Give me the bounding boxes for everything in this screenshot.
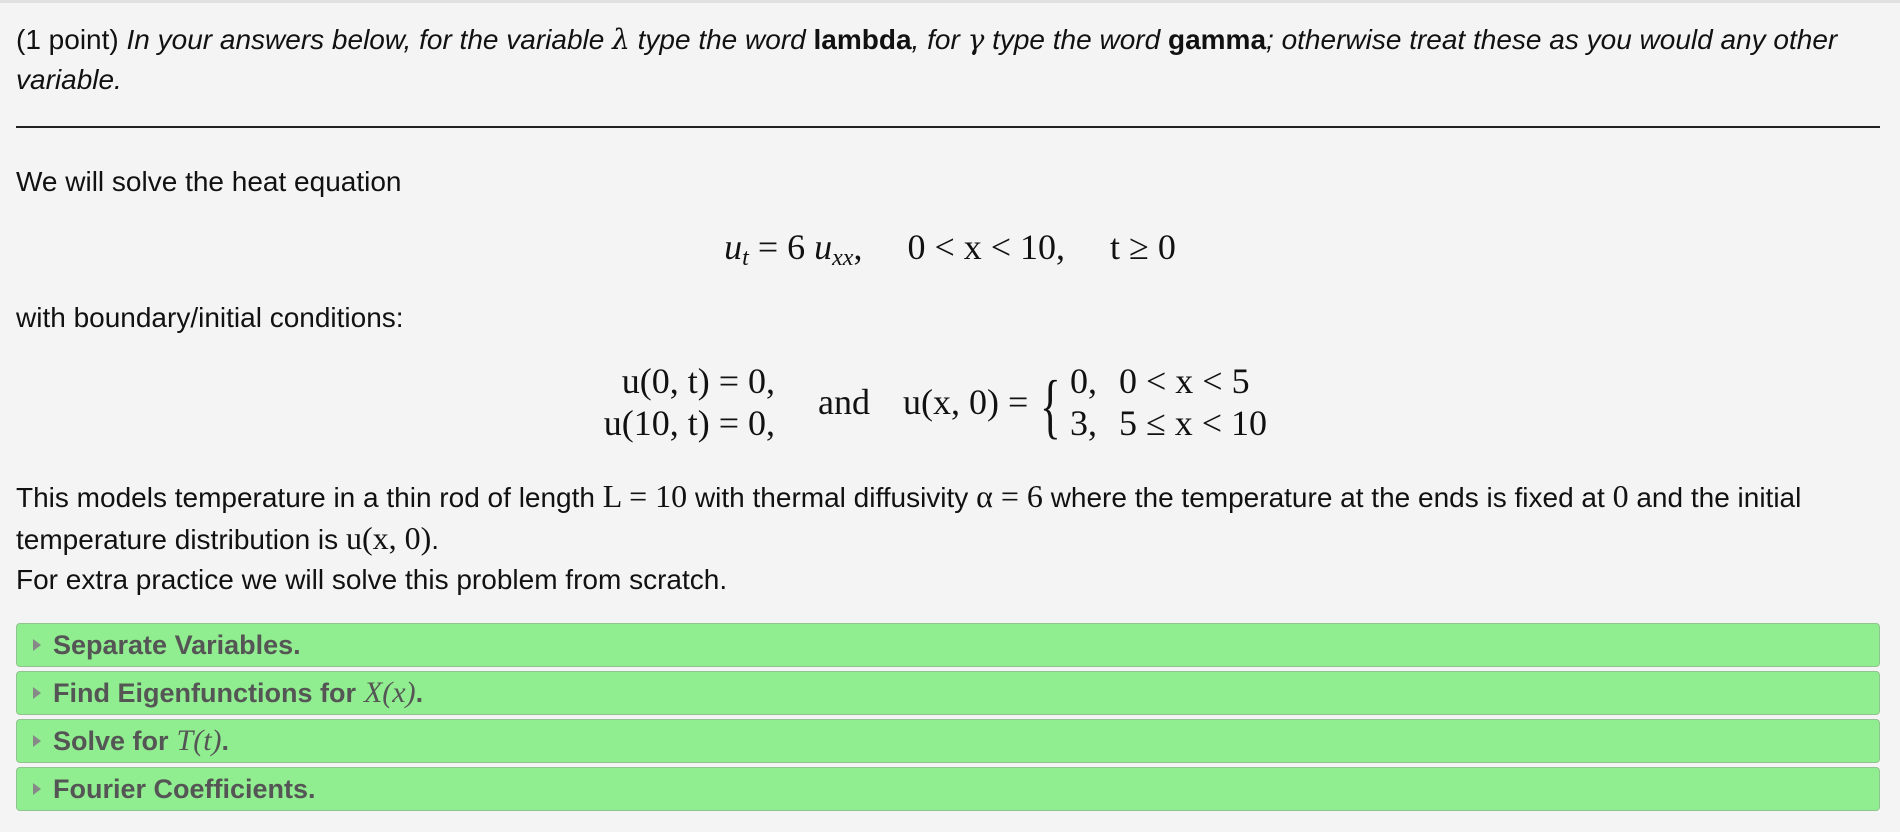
collapsible-sections <box>16 623 1880 815</box>
section-label: Find Eigenfunctions for <box>53 677 356 708</box>
instruction-text-4: type the word <box>992 24 1161 55</box>
u-initial-expression: u(x, 0) <box>345 520 432 556</box>
lambda-symbol: λ <box>612 23 630 56</box>
piecewise-cases <box>1070 360 1289 444</box>
desc-text-5: . <box>431 524 440 555</box>
case-2-range: 5 ≤ x < 10 <box>1119 403 1268 443</box>
boundary-equations <box>604 360 775 444</box>
eq-u2: u <box>814 227 833 267</box>
instruction-text-1: In your answers below, for the variable <box>126 24 605 55</box>
problem-description <box>16 476 1886 600</box>
top-border <box>0 0 1900 3</box>
heat-equation <box>0 222 1900 283</box>
instruction-text-5: ; otherwise treat these as you would any other variable. <box>16 24 1838 95</box>
eq-mid: = 6 <box>748 227 815 267</box>
boundary-conditions <box>0 360 1900 460</box>
and-word: and <box>818 382 870 422</box>
desc-text-2: with thermal diffusivity <box>694 482 969 513</box>
bc-left: u(0, t) = 0, <box>621 361 775 401</box>
zero-value: 0 <box>1612 478 1629 514</box>
length-expression: L = 10 <box>602 478 688 514</box>
section-math: X(x) <box>363 676 416 709</box>
problem-instructions <box>16 20 1886 100</box>
lambda-word: lambda <box>813 24 912 55</box>
case-row-2 <box>1070 402 1289 444</box>
section-label: Fourier Coefficients. <box>53 773 316 804</box>
expand-triangle-icon <box>33 639 41 651</box>
desc-text-3: where the temperature at the ends is fixed at <box>1050 482 1605 513</box>
case-1-value: 0, <box>1070 361 1097 401</box>
section-fourier-coefficients[interactable] <box>16 767 1880 811</box>
desc-line-2: For extra practice we will solve this problem from scratch. <box>16 564 728 595</box>
section-find-eigenfunctions[interactable] <box>16 671 1880 715</box>
conditions-lead: with boundary/initial conditions: <box>16 302 404 333</box>
eq-u-sub: t <box>742 245 749 271</box>
horizontal-divider <box>16 126 1880 128</box>
section-suffix: . <box>415 677 424 708</box>
desc-text-1: This models temperature in a thin rod of length <box>16 482 595 513</box>
alpha-expression: α = 6 <box>976 478 1043 514</box>
section-label: Solve for <box>53 725 169 756</box>
section-separate-variables[interactable] <box>16 623 1880 667</box>
left-brace: { <box>1040 366 1061 446</box>
section-math: T(t) <box>176 724 222 757</box>
expand-triangle-icon <box>33 687 41 699</box>
bc-right: u(10, t) = 0, <box>603 403 775 443</box>
case-1-range: 0 < x < 5 <box>1119 361 1250 401</box>
instruction-text-3: , for <box>911 24 960 55</box>
section-suffix: . <box>221 725 230 756</box>
eq-u2-sub: xx <box>832 245 854 271</box>
section-solve-for-t[interactable] <box>16 719 1880 763</box>
expand-triangle-icon <box>33 783 41 795</box>
instruction-text-2: type the word <box>637 24 806 55</box>
points-label: (1 point) <box>16 24 119 55</box>
initial-condition-lhs: u(x, 0) = <box>903 382 1029 422</box>
gamma-symbol: γ <box>967 23 985 56</box>
eq-domain: , 0 < x < 10, t ≥ 0 <box>853 227 1176 267</box>
gamma-word: gamma <box>1167 24 1267 55</box>
heat-equation-lead: We will solve the heat equation <box>16 166 402 197</box>
desc-text-4: and the initial temperature distribution is <box>16 482 1802 555</box>
expand-triangle-icon <box>33 735 41 747</box>
case-row-1 <box>1070 360 1289 402</box>
case-2-value: 3, <box>1070 403 1097 443</box>
section-label: Separate Variables. <box>53 629 301 660</box>
eq-u: u <box>724 227 743 267</box>
